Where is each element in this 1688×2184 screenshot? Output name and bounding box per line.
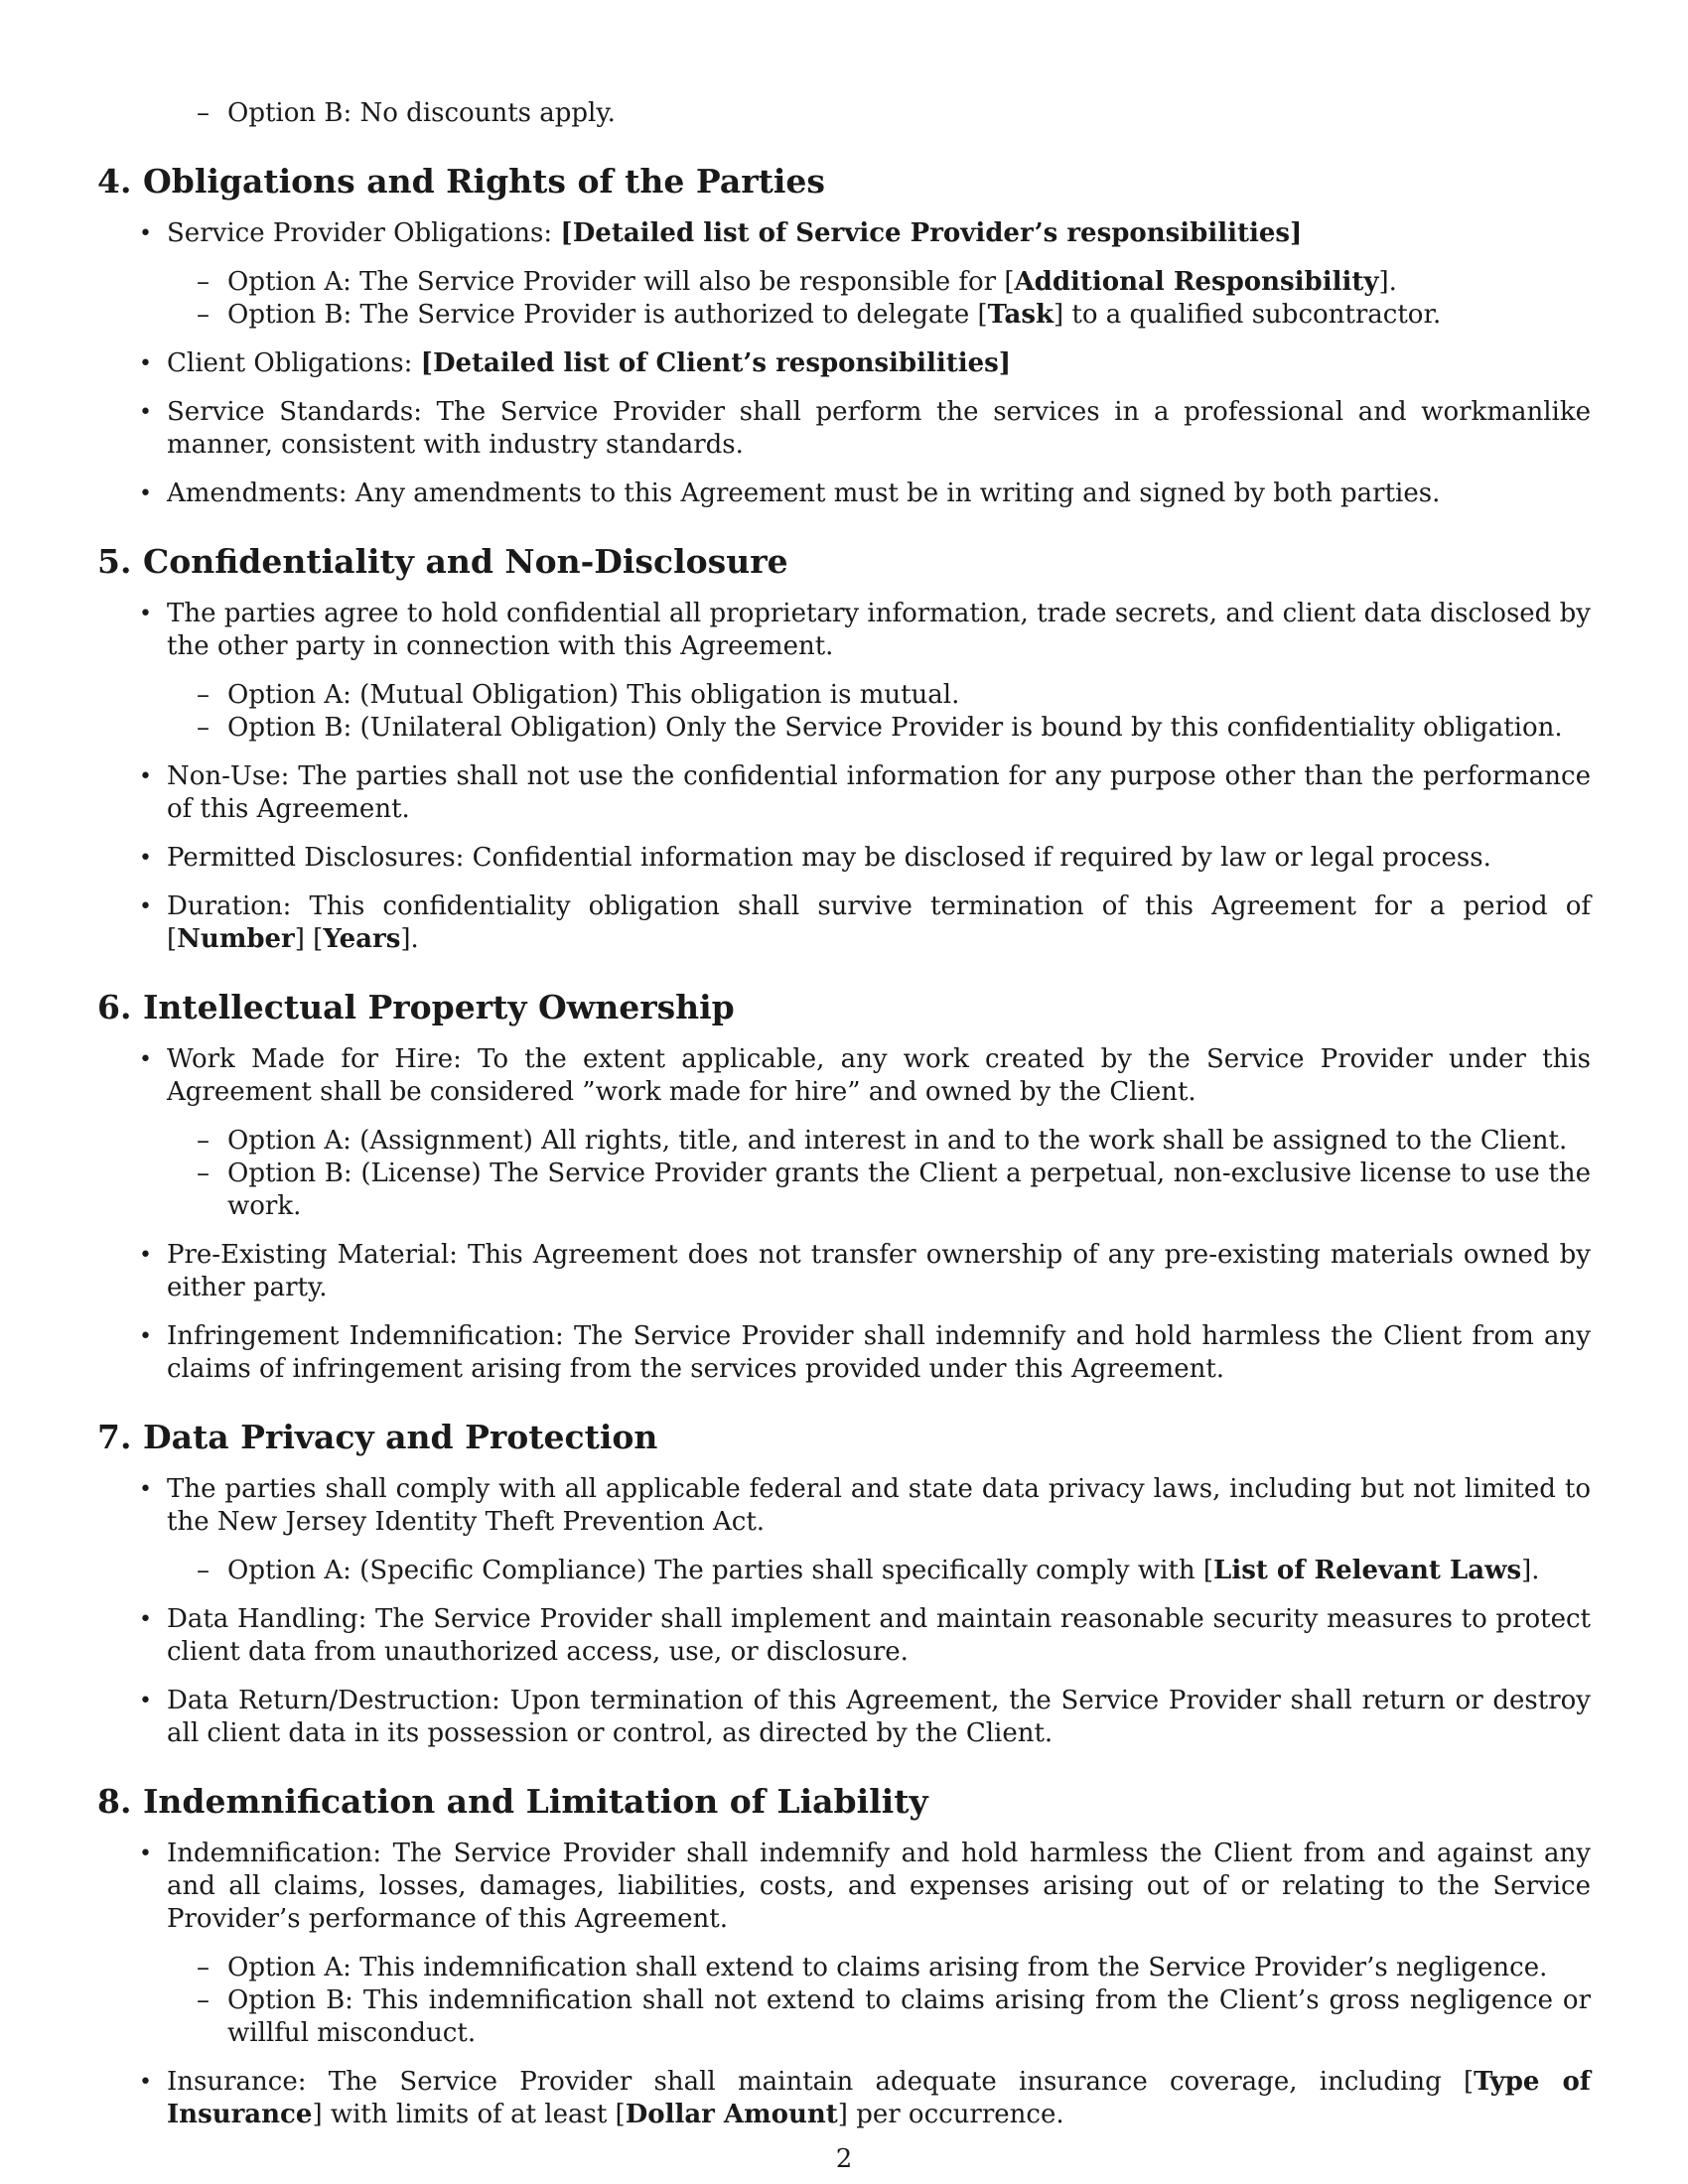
option-group bbox=[97, 1555, 1591, 1587]
section-title: Data Privacy and Protection bbox=[143, 1418, 658, 1456]
bullet-item bbox=[97, 2066, 1591, 2131]
bullet-item: • The parties agree to hold confidential all proprietary information, trade secrets, and client data disclosed by the other party in connection with this Agreement. bbox=[97, 598, 1591, 663]
option-item: – Option B: (Unilateral Obligation) Only the Service Provider is bound by this confidentiality obligation. bbox=[97, 712, 1591, 745]
bullet-item: • The parties shall comply with all applicable federal and state data privacy laws, including but not limited to the New Jersey Identity Theft Prevention Act. bbox=[97, 1473, 1591, 1539]
bullet-item: • Indemnification: The Service Provider shall indemnify and hold harmless the Client from and against any and all claims, losses, damages, liabilities, costs, and expenses arising out of or relating to the Service Provider’s performance of this Agreement. bbox=[97, 1838, 1591, 1936]
section-5 bbox=[97, 542, 1591, 956]
option-item: – Option B: This indemnification shall not extend to claims arising from the Client’s gross negligence or willful misconduct. bbox=[97, 1984, 1591, 2050]
placeholder-text: Number bbox=[177, 924, 295, 954]
option-item: – Option A: This indemnification shall extend to claims arising from the Service Provider’s negligence. bbox=[97, 1952, 1591, 1984]
section-4 bbox=[97, 162, 1591, 510]
option-text: ] to a qualified subcontractor. bbox=[1054, 300, 1442, 330]
option-text: ]. bbox=[1521, 1556, 1540, 1585]
option-item bbox=[97, 1555, 1591, 1587]
bullet-text: Client Obligations: bbox=[167, 348, 421, 378]
section-number: 7. bbox=[97, 1418, 132, 1456]
option-item: – Option A: (Mutual Obligation) This obligation is mutual. bbox=[97, 679, 1591, 712]
bullet-text: ] [ bbox=[294, 924, 324, 954]
section-number: 4. bbox=[97, 162, 132, 201]
page-number: 2 bbox=[835, 2144, 853, 2174]
option-text: Option B: The Service Provider is authorized to delegate [ bbox=[227, 300, 988, 330]
option-item bbox=[97, 299, 1591, 332]
section-title: Confidentiality and Non-Disclosure bbox=[143, 542, 788, 581]
section-heading bbox=[97, 542, 1591, 582]
option-group bbox=[97, 1952, 1591, 2050]
option-item: – Option A: (Assignment) All rights, title, and interest in and to the work shall be assigned to the Client. bbox=[97, 1125, 1591, 1158]
bullet-item: • Data Return/Destruction: Upon termination of this Agreement, the Service Provider shall return or destroy all client data in its possession or control, as directed by the Client. bbox=[97, 1685, 1591, 1750]
bullet-item bbox=[97, 217, 1591, 250]
placeholder-text: [Detailed list of Service Provider’s responsibilities] bbox=[560, 218, 1303, 248]
bullet-item: • Pre-Existing Material: This Agreement does not transfer ownership of any pre-existing materials owned by either party. bbox=[97, 1239, 1591, 1304]
bullet-item bbox=[97, 347, 1591, 380]
section-number: 8. bbox=[97, 1782, 132, 1821]
placeholder-text: List of Relevant Laws bbox=[1213, 1556, 1522, 1585]
placeholder-text: Type of Insurance bbox=[167, 2067, 1591, 2129]
section-6 bbox=[97, 988, 1591, 1386]
placeholder-text: Years bbox=[323, 924, 401, 954]
bullet-item: • Amendments: Any amendments to this Agreement must be in writing and signed by both parties. bbox=[97, 478, 1591, 510]
section-8 bbox=[97, 1782, 1591, 2131]
bullet-text: Insurance: The Service Provider shall maintain adequate insurance coverage, including [ bbox=[167, 2067, 1475, 2097]
bullet-item bbox=[97, 890, 1591, 956]
option-text: Option B: No discounts apply. bbox=[227, 98, 616, 128]
bullet-item: • Permitted Disclosures: Confidential information may be disclosed if required by law or legal process. bbox=[97, 842, 1591, 875]
option-group bbox=[97, 1125, 1591, 1223]
placeholder-text: Dollar Amount bbox=[625, 2100, 838, 2129]
section-heading bbox=[97, 162, 1591, 202]
option-group bbox=[97, 679, 1591, 745]
bullet-item: • Non-Use: The parties shall not use the confidential information for any purpose other than the performance of this Agreement. bbox=[97, 760, 1591, 826]
bullet-text: Duration: This confidentiality obligation shall survive termination of this Agreement for a period of [ bbox=[167, 891, 1591, 954]
section-number: 6. bbox=[97, 988, 132, 1026]
bullet-item: • Service Standards: The Service Provider shall perform the services in a professional and workmanlike manner, consistent with industry standards. bbox=[97, 396, 1591, 462]
section-title: Intellectual Property Ownership bbox=[143, 988, 735, 1026]
placeholder-text: Additional Responsibility bbox=[1014, 267, 1379, 297]
bullet-text: ]. bbox=[400, 924, 419, 954]
option-item bbox=[97, 266, 1591, 299]
placeholder-text: [Detailed list of Client’s responsibilities] bbox=[420, 348, 1012, 378]
bullet-text: Service Provider Obligations: bbox=[167, 218, 561, 248]
option-text: Option A: (Specific Compliance) The parties shall specifically comply with [ bbox=[227, 1556, 1214, 1585]
bullet-item: • Data Handling: The Service Provider shall implement and maintain reasonable security measures to protect client data from unauthorized access, use, or disclosure. bbox=[97, 1603, 1591, 1669]
option-text: Option A: The Service Provider will also be responsible for [ bbox=[227, 267, 1015, 297]
bullet-text: ] per occurrence. bbox=[837, 2100, 1064, 2129]
option-text: ]. bbox=[1378, 267, 1397, 297]
section-heading bbox=[97, 988, 1591, 1027]
option-item: – Option B: (License) The Service Provider grants the Client a perpetual, non-exclusive license to use the work. bbox=[97, 1158, 1591, 1223]
placeholder-text: Task bbox=[987, 300, 1055, 330]
bullet-text: ] with limits of at least [ bbox=[312, 2100, 626, 2129]
bullet-item: • Work Made for Hire: To the extent applicable, any work created by the Service Provider under this Agreement shall be considered ”work made for hire” and owned by the Client. bbox=[97, 1043, 1591, 1109]
page-content bbox=[97, 97, 1591, 2131]
option-item bbox=[97, 97, 1591, 130]
section-7 bbox=[97, 1418, 1591, 1750]
section-title: Obligations and Rights of the Parties bbox=[143, 162, 825, 201]
option-group bbox=[97, 266, 1591, 332]
bullet-item: • Infringement Indemnification: The Service Provider shall indemnify and hold harmless the Client from any claims of infringement arising from the services provided under this Agreement. bbox=[97, 1320, 1591, 1386]
section-title: Indemnification and Limitation of Liability bbox=[143, 1782, 928, 1821]
section-heading bbox=[97, 1418, 1591, 1457]
section-heading bbox=[97, 1782, 1591, 1822]
section-number: 5. bbox=[97, 542, 132, 581]
